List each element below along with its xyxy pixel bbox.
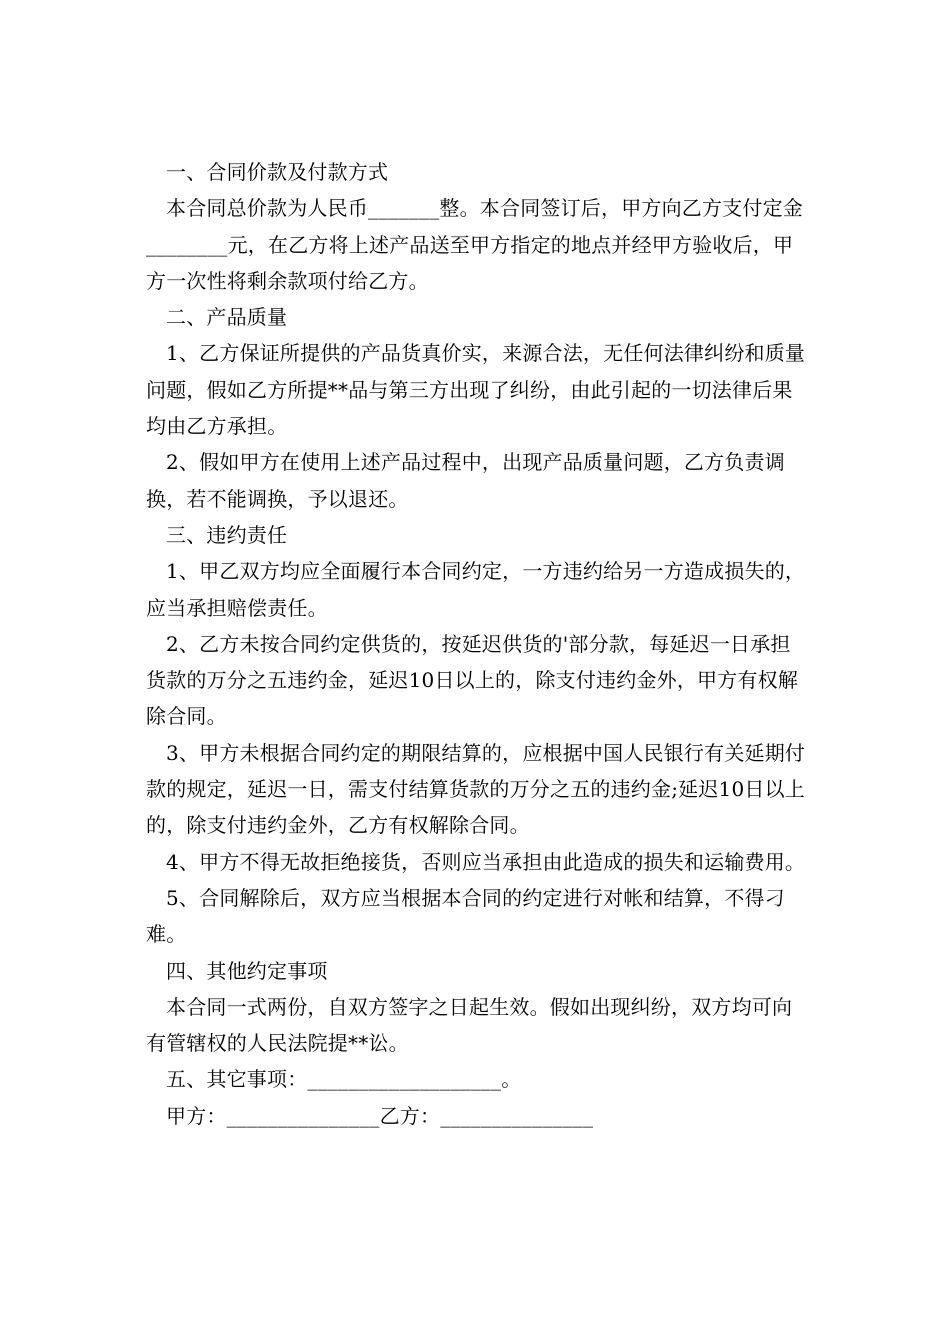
clause-breach-5: 5、合同解除后，双方应当根据本合同的约定进行对帐和结算，不得刁难。 [146,885,785,947]
clause-breach-1: 1、甲乙双方均应全面履行本合同约定，一方违约给另一方造成损失的，应当承担赔偿责任。 [146,559,806,620]
other-matters-line: 五、其它事项：___________________。 [166,1067,522,1092]
section-heading-price-payment: 一、合同价款及付款方式 [166,160,389,184]
clause-other-agreements: 本合同一式两份，自双方签字之日起生效。假如出现纠纷，双方均可向有管辖权的人民法院提**讼。 [146,994,793,1056]
clause-breach-3: 3、甲方未根据合同约定的期限结算的，应根据中国人民银行有关延期付款的规定，延迟一日，需支付结算货款的万分之五的违约金;延迟10日以上的，除支付违约金外，乙方有权解除合同。 [146,740,806,838]
section-heading-breach: 三、违约责任 [166,522,288,547]
clause-quality-1: 1、乙方保证所提供的产品货真价实，来源合法，无任何法律纠纷和质量问题，假如乙方所提**品与第三方出现了纠纷，由此引起的一切法律后果均由乙方承担。 [146,341,806,439]
section-heading-quality: 二、产品质量 [166,305,288,330]
clause-quality-2: 2、假如甲方在使用上述产品过程中，出现产品质量问题，乙方负责调换，若不能调换，予以退还。 [146,450,785,511]
clause-breach-4: 4、甲方不得无故拒绝接货，否则应当承担由此造成的损失和运输费用。 [166,849,806,874]
section-heading-other-agreements: 四、其他约定事项 [166,958,328,983]
signature-line: 甲方：_______________乙方：_______________ [166,1103,594,1128]
clause-breach-2: 2、乙方未按合同约定供货的，按延迟供货的'部分款，每延迟一日承担货款的万分之五违约金，延迟10日以上的，除支付违约金外，甲方有权解除合同。 [146,631,799,729]
clause-price-payment: 本合同总价款为人民币_______整。本合同签订后，甲方向乙方支付定金________元，在乙方将上述产品送至甲方指定的地点并经甲方验收后，甲方一次性将剩余款项付给乙方。 [146,196,803,293]
document-body [146,154,808,1134]
